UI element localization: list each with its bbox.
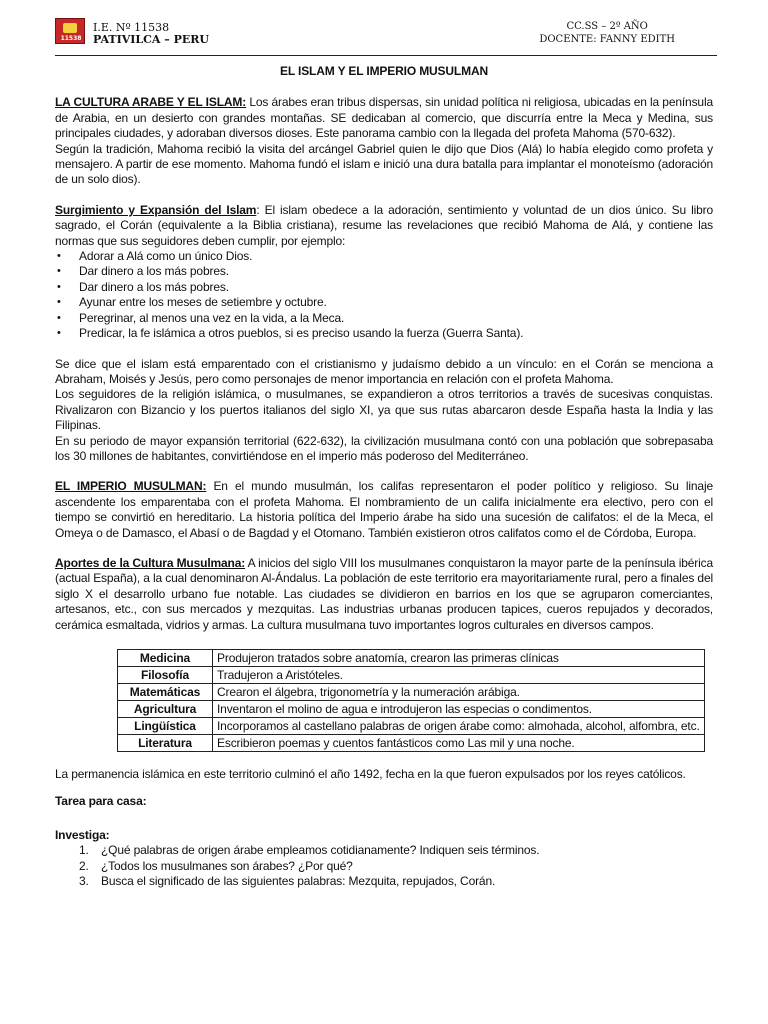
list-item: • Adorar a Alá como un único Dios. (79, 249, 713, 264)
question-number: 2. (79, 858, 89, 873)
question-text: ¿Todos los musulmanes son árabes? ¿Por qué? (101, 858, 353, 873)
investigate-heading: Investiga: (55, 827, 110, 842)
section-text: A inicios del siglo VIII los musulmanes conquistaron la mayor parte de la península ibérica (actual España), a la cual denominaron Al-Ándalus. La población de este territorio era mayoritariamente rural, pero a finales del siglo X el desarrollo urbano fue notable. Las ciudades se dividieron en barrios en los que se agruparon comerciantes, artesanos, etc., con sus mercados y mezquitas. Las industrias urbanas producen tapices, cueros repujados y decorados, cerámica esmaltada, vidrios y armas. La cultura musulmana tuvo importantes logros culturales en diversos campos. (55, 555, 713, 632)
question-number: 3. (79, 874, 89, 889)
school-logo (55, 18, 85, 44)
table-row (118, 718, 705, 735)
list-item: • Ayunar entre los meses de setiembre y octubre. (79, 295, 713, 310)
table-cell-desc: Inventaron el molino de agua e introdujeron las especias o condimentos. (213, 701, 705, 718)
table-cell-desc: Incorporamos al castellano palabras de origen árabe como: almohada, alcohol, alfombra, etc. (213, 718, 705, 735)
table-row (118, 701, 705, 718)
section-text: Los árabes eran tribus dispersas, sin unidad política ni religiosa, ubicadas en la península de Arabia, en un desierto con grandes montañas. SE dedicaban al comercio, que discurría entre la Meca y Medina, sus principales ciudades, y adoraban diversos dioses. Este panorama cambio con la llegada del profeta Mahoma (570-632). (55, 95, 713, 141)
paragraph: Según la tradición, Mahoma recibió la visita del arcángel Gabriel quien le dijo que Dios (Alá) lo había elegido como profeta y mensajero. A partir de ese momento. Mahoma fundó el islam e inició una dura batalla para implantar el monoteísmo (adoración de un solo dios). (55, 141, 713, 187)
school-name (93, 21, 209, 46)
section-heading: Surgimiento y Expansión del Islam (55, 202, 257, 217)
question-text: Busca el significado de las siguientes palabras: Mezquita, repujados, Corán. (101, 874, 496, 889)
logo-number: 11538 (60, 35, 82, 42)
homework-title: Tarea para casa: (55, 794, 147, 809)
table-cell-area: Matemáticas (118, 684, 213, 701)
closing-paragraph: La permanencia islámica en este territorio culminó el año 1492, fecha en la que fueron expulsados por los reyes católicos. (55, 767, 686, 781)
teacher-label: DOCENTE: FANNY EDITH (539, 34, 675, 45)
section-empire (55, 479, 713, 541)
document-body (55, 64, 713, 889)
list-item (55, 859, 713, 874)
table-cell-area: Lingüística (118, 718, 213, 735)
table-cell-desc: Crearon el álgebra, trigonometría y la numeración arábiga. (213, 684, 705, 701)
section-arab-culture (55, 95, 713, 141)
question-text: ¿Qué palabras de origen árabe empleamos cotidianamente? Indiquen seis términos. (101, 843, 540, 858)
section-heading: Aportes de la Cultura Musulmana: (55, 555, 246, 570)
table-row (118, 667, 705, 684)
questions-list (55, 843, 713, 889)
header-divider (55, 55, 717, 56)
document-header (55, 14, 715, 58)
school-line-2: PATIVILCA – PERU (93, 33, 209, 46)
table-cell-area: Agricultura (118, 701, 213, 718)
document-title: EL ISLAM Y EL IMPERIO MUSULMAN (280, 64, 488, 78)
section-contributions (55, 556, 713, 633)
section-text: : El islam obedece a la adoración, sentimiento y voluntad de un dios único. Su libro sagrado, el Corán (equivalente a la Biblia cristiana), resume las revelaciones que recibió Mahoma de Alá, y contiene las normas que sus seguidores deben cumplir, por ejemplo: (55, 202, 713, 248)
norms-list (55, 249, 713, 341)
table-cell-area: Literatura (118, 735, 213, 752)
table-cell-desc: Escribieron poemas y cuentos fantásticos como Las mil y una noche. (213, 735, 705, 752)
section-heading: EL IMPERIO MUSULMAN: (55, 479, 207, 494)
crest-icon (63, 23, 77, 33)
section-islam-expansion (55, 203, 713, 249)
list-item (55, 843, 713, 858)
table-row (118, 735, 705, 752)
school-line-1: I.E. Nº 11538 (93, 21, 170, 34)
list-item: • Peregrinar, al menos una vez en la vida, a la Meca. (79, 311, 713, 326)
table-row (118, 684, 705, 701)
paragraph: En su periodo de mayor expansión territorial (622-632), la civilización musulmana contó con una población que sobrepasaba los 30 millones de habitantes, convirtiéndose en el imperio más poderoso del Mediterráneo. (55, 433, 713, 463)
list-item: • Predicar, la fe islámica a otros pueblos, si es preciso usando la fuerza (Guerra Santa). (79, 326, 713, 341)
table-cell-desc: Tradujeron a Aristóteles. (213, 667, 705, 684)
table-cell-desc: Produjeron tratados sobre anatomía, crearon las primeras clínicas (213, 650, 705, 667)
course-label: CC.SS – 2º AÑO (566, 21, 648, 32)
list-item (55, 874, 713, 889)
paragraph: Los seguidores de la religión islámica, o musulmanes, se expandieron a otros territorios a través de sucesivas conquistas. Rivalizaron con Bizancio y los puertos italianos del siglo XI, ya que sus rutas abarcaron desde España hasta la India y las Filipinas. (55, 387, 713, 433)
table-cell-area: Filosofía (118, 667, 213, 684)
list-item: • Dar dinero a los más pobres. (79, 280, 713, 295)
paragraph: Se dice que el islam está emparentado con el cristianismo y judaísmo debido a un vínculo: en el Corán se menciona a Abraham, Moisés y Jesús, pero como personajes de menor importancia en relación con el profeta Mahoma. (55, 356, 713, 386)
section-heading: LA CULTURA ARABE Y EL ISLAM: (55, 95, 247, 110)
table-row (118, 650, 705, 667)
section-text: En el mundo musulmán, los califas representaron el poder político y religioso. Su linaje ascendente los emparentaba con el profeta Mahoma. El nombramiento de un califa inicialmente era electivo, pero con el tiempo se convirtió en hereditario. La historia política del Imperio árabe ha sido una sucesión de califatos: el de la Meca, el Omeya o de Damasco, el Abasí o de Bagdad y el Otomano. También existieron otros califatos como el de Córdoba, Europa. (55, 479, 713, 540)
question-number: 1. (79, 843, 89, 858)
course-info (539, 20, 675, 46)
contributions-table (117, 649, 705, 752)
table-cell-area: Medicina (118, 650, 213, 667)
list-item: • Dar dinero a los más pobres. (79, 264, 713, 279)
